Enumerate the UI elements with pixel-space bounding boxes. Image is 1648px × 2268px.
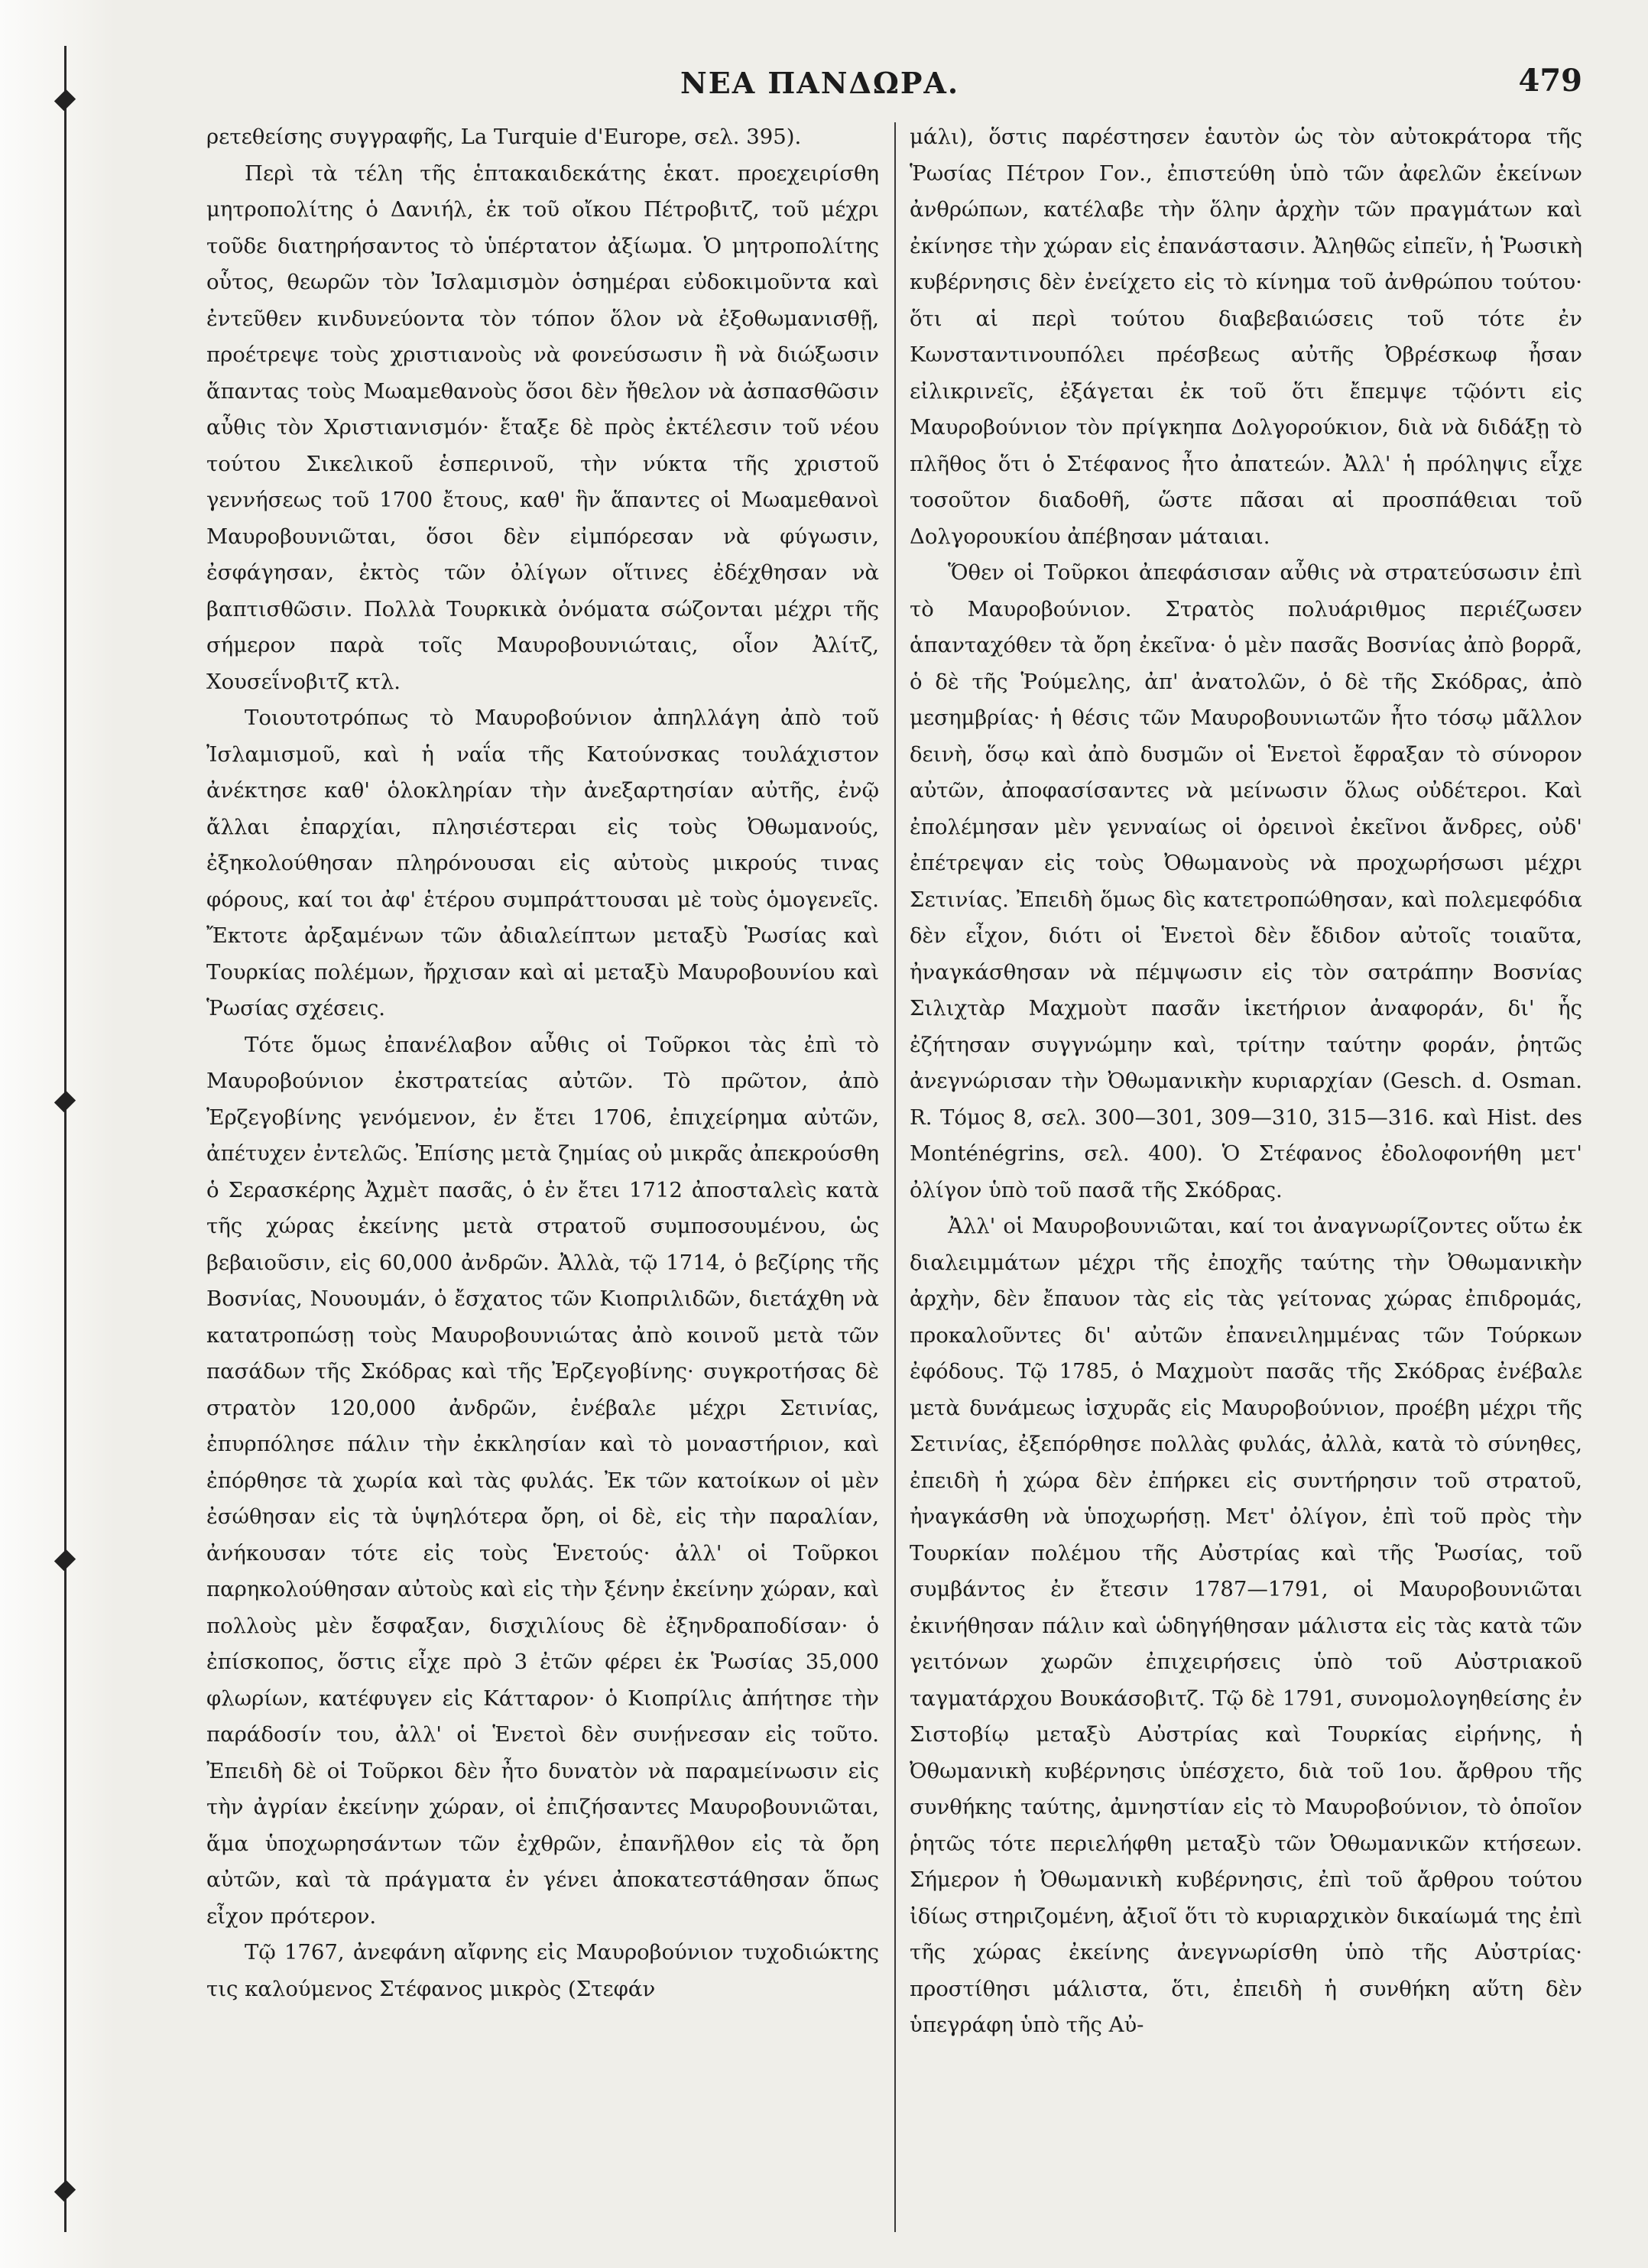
stitch-mark <box>54 1549 76 1571</box>
stitch-mark <box>54 1091 76 1112</box>
paragraph: μάλι), ὅστις παρέστησεν ἑαυτὸν ὡς τὸν αὐτοκράτορα τῆς Ῥωσίας Πέτρον Γον., ἐπιστεύθη ὑπὸ τῶν ἀφελῶν ἐκείνων ἀνθρώπων, κατέλαβε τὴν ὅλην ἀρχὴν τῶν πραγμάτων καὶ ἐκίνησε τὴν χώραν εἰς ἐπανάστασιν. Ἀληθῶς εἰπεῖν, ἡ Ῥωσικὴ κυβέρνησις δὲν ἐνείχετο εἰς τὸ κίνημα τοῦ ἀνθρώπου τούτου· ὅτι αἱ περὶ τούτου διαβεβαιώσεις τοῦ τότε ἐν Κωνσταντινουπόλει πρέσβεως αὐτῆς Ὀβρέσκωφ ἦσαν εἰλικρινεῖς, ἐξάγεται ἐκ τοῦ ὅτι ἔπεμψε τῷόντι εἰς Μαυροβούνιον τὸν πρίγκηπα Δολγορούκιον, διὰ νὰ διδάξῃ τὸ πλῆθος ὅτι ὁ Στέφανος ἦτο ἀπατεών. Ἀλλ' ἡ πρόληψις εἶχε τοσοῦτον διαδοθῆ, ὥστε πᾶσαι αἱ προσπάθειαι τοῦ Δολγορουκίου ἀπέβησαν μάταιαι. <box>910 125 1582 549</box>
paragraph: Τοιουτοτρόπως τὸ Μαυροβούνιον ἀπηλλάγη ἀπὸ τοῦ Ἰσλαμισμοῦ, καὶ ἡ ναΐα τῆς Κατούνσκας τουλάχιστον ἀνέκτησε καθ' ὁλοκληρίαν τὴν ἀνεξαρτησίαν αὐτῆς, ἐνῷ ἄλλαι ἐπαρχίαι, πλησιέστεραι εἰς τοὺς Ὀθωμανούς, ἐξηκολούθησαν πληρόνουσαι εἰς αὐτοὺς μικρούς τινας φόρους, καί τοι ἀφ' ἑτέρου συμπράττουσαι μὲ τοὺς ὁμογενεῖς. Ἔκτοτε ἀρξαμένων τῶν ἀδιαλείπτων μεταξὺ Ῥωσίας καὶ Τουρκίας πολέμων, ἤρχισαν καὶ αἱ μεταξὺ Μαυροβουνίου καὶ Ῥωσίας σχέσεις. <box>206 706 879 1020</box>
left-column <box>206 119 879 2237</box>
paragraph: Ἀλλ' οἱ Μαυροβουνιῶται, καί τοι ἀναγνωρίζοντες οὕτω ἐκ διαλειμμάτων μέχρι τῆς ἐποχῆς ταύτης τὴν Ὀθωμανικὴν ἀρχὴν, δὲν ἔπαυον τὰς εἰς τὰς γείτονας χώρας ἐπιδρομάς, προκαλοῦντες δι' αὐτῶν ἐπανειλημμένας τῶν Τούρκων ἐφόδους. Τῷ 1785, ὁ Μαχμοὺτ πασᾶς τῆς Σκόδρας ἐνέβαλε μετὰ δυνάμεως ἰσχυρᾶς εἰς Μαυροβούνιον, προέβη μέχρι τῆς Σετινίας, ἐξεπόρθησε πολλὰς φυλάς, ἀλλὰ, κατὰ τὸ σύνηθες, ἐπειδὴ ἡ χώρα δὲν ἐπήρκει εἰς συντήρησιν τοῦ στρατοῦ, ἠναγκάσθη νὰ ὑποχωρήσῃ. Μετ' ὀλίγον, ἐπὶ τοῦ πρὸς τὴν Τουρκίαν πολέμου τῆς Αὐστρίας καὶ τῆς Ῥωσίας, τοῦ συμβάντος ἐν ἔτεσιν 1787—1791, οἱ Μαυροβουνιῶται ἐκινήθησαν πάλιν καὶ ὡδηγήθησαν μάλιστα εἰς τὰς κατὰ τῶν γειτόνων χωρῶν ἐπιχειρήσεις ὑπὸ τοῦ Αὐστριακοῦ ταγματάρχου Βουκάσοβιτζ. Τῷ δὲ 1791, συνομολογηθείσης ἐν Σιστοβίῳ μεταξὺ Αὐστρίας καὶ Τουρκίας εἰρήνης, ἡ Ὀθωμανικὴ κυβέρνησις ὑπέσχετο, διὰ τοῦ 1ου. ἄρθρου τῆς συνθήκης ταύτης, ἀμνηστίαν εἰς τὸ Μαυροβούνιον, τὸ ὁποῖον ῥητῶς τότε περιελήφθη μεταξὺ τῶν Ὀθωμανικῶν κτήσεων. Σήμερον ἡ Ὀθωμανικὴ κυβέρνησις, ἐπὶ τοῦ ἄρθρου τούτου ἰδίως στηριζομένη, ἀξιοῖ ὅτι τὸ κυριαρχικὸν δικαίωμά της ἐπὶ τῆς χώρας ἐκείνης ἀνεγνωρίσθη ὑπὸ τῆς Αὐστρίας· προστίθησι μάλιστα, ὅτι, ἐπειδὴ ἡ συνθήκη αὕτη δὲν ὑπεγράφη ὑπὸ τῆς Αὐ- <box>910 1214 1582 2037</box>
document-page <box>206 46 1582 2247</box>
paragraph: ρετεθείσης συγγραφῆς, La Turquie d'Europe, σελ. 395). <box>206 125 802 149</box>
page-binding-margin <box>0 0 115 2268</box>
right-column <box>910 119 1582 2237</box>
running-header <box>206 63 1582 109</box>
paragraph: Τῷ 1767, ἀνεφάνη αἴφνης εἰς Μαυροβούνιον τυχοδιώκτης τις καλούμενος Στέφανος μικρὸς (Στεφάν <box>206 1940 879 2001</box>
stitch-mark <box>54 89 76 111</box>
stitch-mark <box>54 2180 76 2201</box>
page-number: 479 <box>1518 63 1582 99</box>
paragraph: Τότε ὅμως ἐπανέλαβον αὖθις οἱ Τοῦρκοι τὰς ἐπὶ τὸ Μαυροβούνιον ἐκστρατείας αὐτῶν. Τὸ πρῶτον, ἀπὸ Ἐρζεγοβίνης γενόμενον, ἐν ἔτει 1706, ἐπιχείρημα αὐτῶν, ἀπέτυχεν ἐντελῶς. Ἐπίσης μετὰ ζημίας οὐ μικρᾶς ἀπεκρούσθη ὁ Σερασκέρης Ἀχμὲτ πασᾶς, ὁ ἐν ἔτει 1712 ἀποσταλεὶς κατὰ τῆς χώρας ἐκείνης μετὰ στρατοῦ συμποσουμένου, ὡς βεβαιοῦσιν, εἰς 60,000 ἀνδρῶν. Ἀλλὰ, τῷ 1714, ὁ βεζίρης τῆς Βοσνίας, Νουουμάν, ὁ ἔσχατος τῶν Κιοπριλιδῶν, διετάχθη νὰ κατατροπώσῃ τοὺς Μαυροβουνιώτας ἀπὸ κοινοῦ μετὰ τῶν πασάδων τῆς Σκόδρας καὶ τῆς Ἐρζεγοβίνης· συγκροτήσας δὲ στρατὸν 120,000 ἀνδρῶν, ἐνέβαλε μέχρι Σετινίας, ἐπυρπόλησε πάλιν τὴν ἐκκλησίαν καὶ τὸ μοναστήριον, καὶ ἐπόρθησε τὰ χωρία καὶ τὰς φυλάς. Ἐκ τῶν κατοίκων οἱ μὲν ἐσώθησαν εἰς τὰ ὑψηλότερα ὄρη, οἱ δὲ, εἰς τὴν παραλίαν, ἀνήκουσαν τότε εἰς τοὺς Ἑνετούς· ἀλλ' οἱ Τοῦρκοι παρηκολούθησαν αὐτοὺς καὶ εἰς τὴν ξένην ἐκείνην χώραν, καὶ πολλοὺς μὲν ἔσφαξαν, δισχιλίους δὲ ἐξηνδραποδίσαν· ὁ ἐπίσκοπος, ὅστις εἶχε πρὸ 3 ἐτῶν φέρει ἐκ Ῥωσίας 35,000 φλωρίων, κατέφυγεν εἰς Κάτταρον· ὁ Κιοπρίλις ἀπήτησε τὴν παράδοσίν του, ἀλλ' οἱ Ἑνετοὶ δὲν συνῄνεσαν εἰς τοῦτο. Ἐπειδὴ δὲ οἱ Τοῦρκοι δὲν ἦτο δυνατὸν νὰ παραμείνωσιν εἰς τὴν ἀγρίαν ἐκείνην χώραν, οἱ ἐπιζήσαντες Μαυροβουνιῶται, ἅμα ὑποχωρησάντων τῶν ἐχθρῶν, ἐπανῆλθον εἰς τὰ ὄρη αὐτῶν, καὶ τὰ πράγματα ἐν γένει ἀποκατεστάθησαν ὅπως εἶχον πρότερον. <box>206 1032 879 1929</box>
paragraph: Περὶ τὰ τέλη τῆς ἑπτακαιδεκάτης ἑκατ. προεχειρίσθη μητροπολίτης ὁ Δανιήλ, ἐκ τοῦ οἴκου Πέτροβιτζ, τοῦ μέχρι τοῦδε διατηρήσαντος τὸ ὑπέρτατον ἀξίωμα. Ὁ μητροπολίτης οὗτος, θεωρῶν τὸν Ἰσλαμισμὸν ὁσημέραι εὐδοκιμοῦντα καὶ ἐντεῦθεν κινδυνεύοντα τὸν τόπον ὅλον νὰ ἐξοθωμανισθῇ, προέτρεψε τοὺς χριστιανοὺς νὰ φονεύσωσιν ἢ νὰ διώξωσιν ἅπαντας τοὺς Μωαμεθανοὺς ὅσοι δὲν ἤθελον νὰ ἀσπασθῶσιν αὖθις τὸν Χριστιανισμόν· ἔταξε δὲ πρὸς ἐκτέλεσιν τοῦ νέου τούτου Σικελικοῦ ἑσπερινοῦ, τὴν νύκτα τῆς χριστοῦ γεννήσεως τοῦ 1700 ἔτους, καθ' ἣν ἅπαντες οἱ Μωαμεθανοὶ Μαυροβουνιῶται, ὅσοι δὲν εἰμπόρεσαν νὰ φύγωσιν, ἐσφάγησαν, ἐκτὸς τῶν ὀλίγων οἵτινες ἐδέχθησαν νὰ βαπτισθῶσιν. Πολλὰ Τουρκικὰ ὀνόματα σώζονται μέχρι τῆς σήμερον παρὰ τοῖς Μαυροβουνιώταις, οἷον Ἀλίτζ, Χουσεΐνοβιτζ κτλ. <box>206 161 879 694</box>
paragraph: Ὅθεν οἱ Τοῦρκοι ἀπεφάσισαν αὖθις νὰ στρατεύσωσιν ἐπὶ τὸ Μαυροβούνιον. Στρατὸς πολυάριθμος περιέζωσεν ἁπανταχόθεν τὰ ὄρη ἐκεῖνα· ὁ μὲν πασᾶς Βοσνίας ἀπὸ βορρᾶ, ὁ δὲ τῆς Ῥούμελης, ἀπ' ἀνατολῶν, ὁ δὲ τῆς Σκόδρας, ἀπὸ μεσημβρίας· ἡ θέσις τῶν Μαυροβουνιωτῶν ἦτο τόσῳ μᾶλλον δεινὴ, ὅσῳ καὶ ἀπὸ δυσμῶν οἱ Ἑνετοὶ ἔφραξαν τὸ σύνορον αὐτῶν, ἀποφασίσαντες νὰ μείνωσιν ὅλως οὐδέτεροι. Καὶ ἐπολέμησαν μὲν γενναίως οἱ ὀρεινοὶ ἐκεῖνοι ἄνδρες, οὐδ' ἐπέτρεψαν εἰς τοὺς Ὀθωμανοὺς νὰ προχωρήσωσι μέχρι Σετινίας. Ἐπειδὴ ὅμως δὶς κατετροπώθησαν, καὶ πολεμεφόδια δὲν εἶχον, διότι οἱ Ἑνετοὶ δὲν ἔδιδον αὐτοῖς τοιαῦτα, ἠναγκάσθησαν νὰ πέμψωσιν εἰς τὸν σατράπην Βοσνίας Σιλιχτὰρ Μαχμοὺτ πασᾶν ἱκετήριον ἀναφοράν, δι' ἧς ἐζήτησαν συγγνώμην καὶ, τρίτην ταύτην φοράν, ῥητῶς ἀνεγνώρισαν τὴν Ὀθωμανικὴν κυριαρχίαν (Gesch. d. Osman. R. Τόμος 8, σελ. 300—301, 309—310, 315—316. καὶ Hist. des Monténégrins, σελ. 400). Ὁ Στέφανος ἐδολοφονήθη μετ' ὀλίγον ὑπὸ τοῦ πασᾶ τῆς Σκόδρας. <box>910 560 1582 1202</box>
column-divider <box>894 122 896 2232</box>
journal-title: ΝΕΑ ΠΑΝΔΩΡΑ. <box>680 66 960 100</box>
binding-stitch-line <box>64 46 67 2232</box>
